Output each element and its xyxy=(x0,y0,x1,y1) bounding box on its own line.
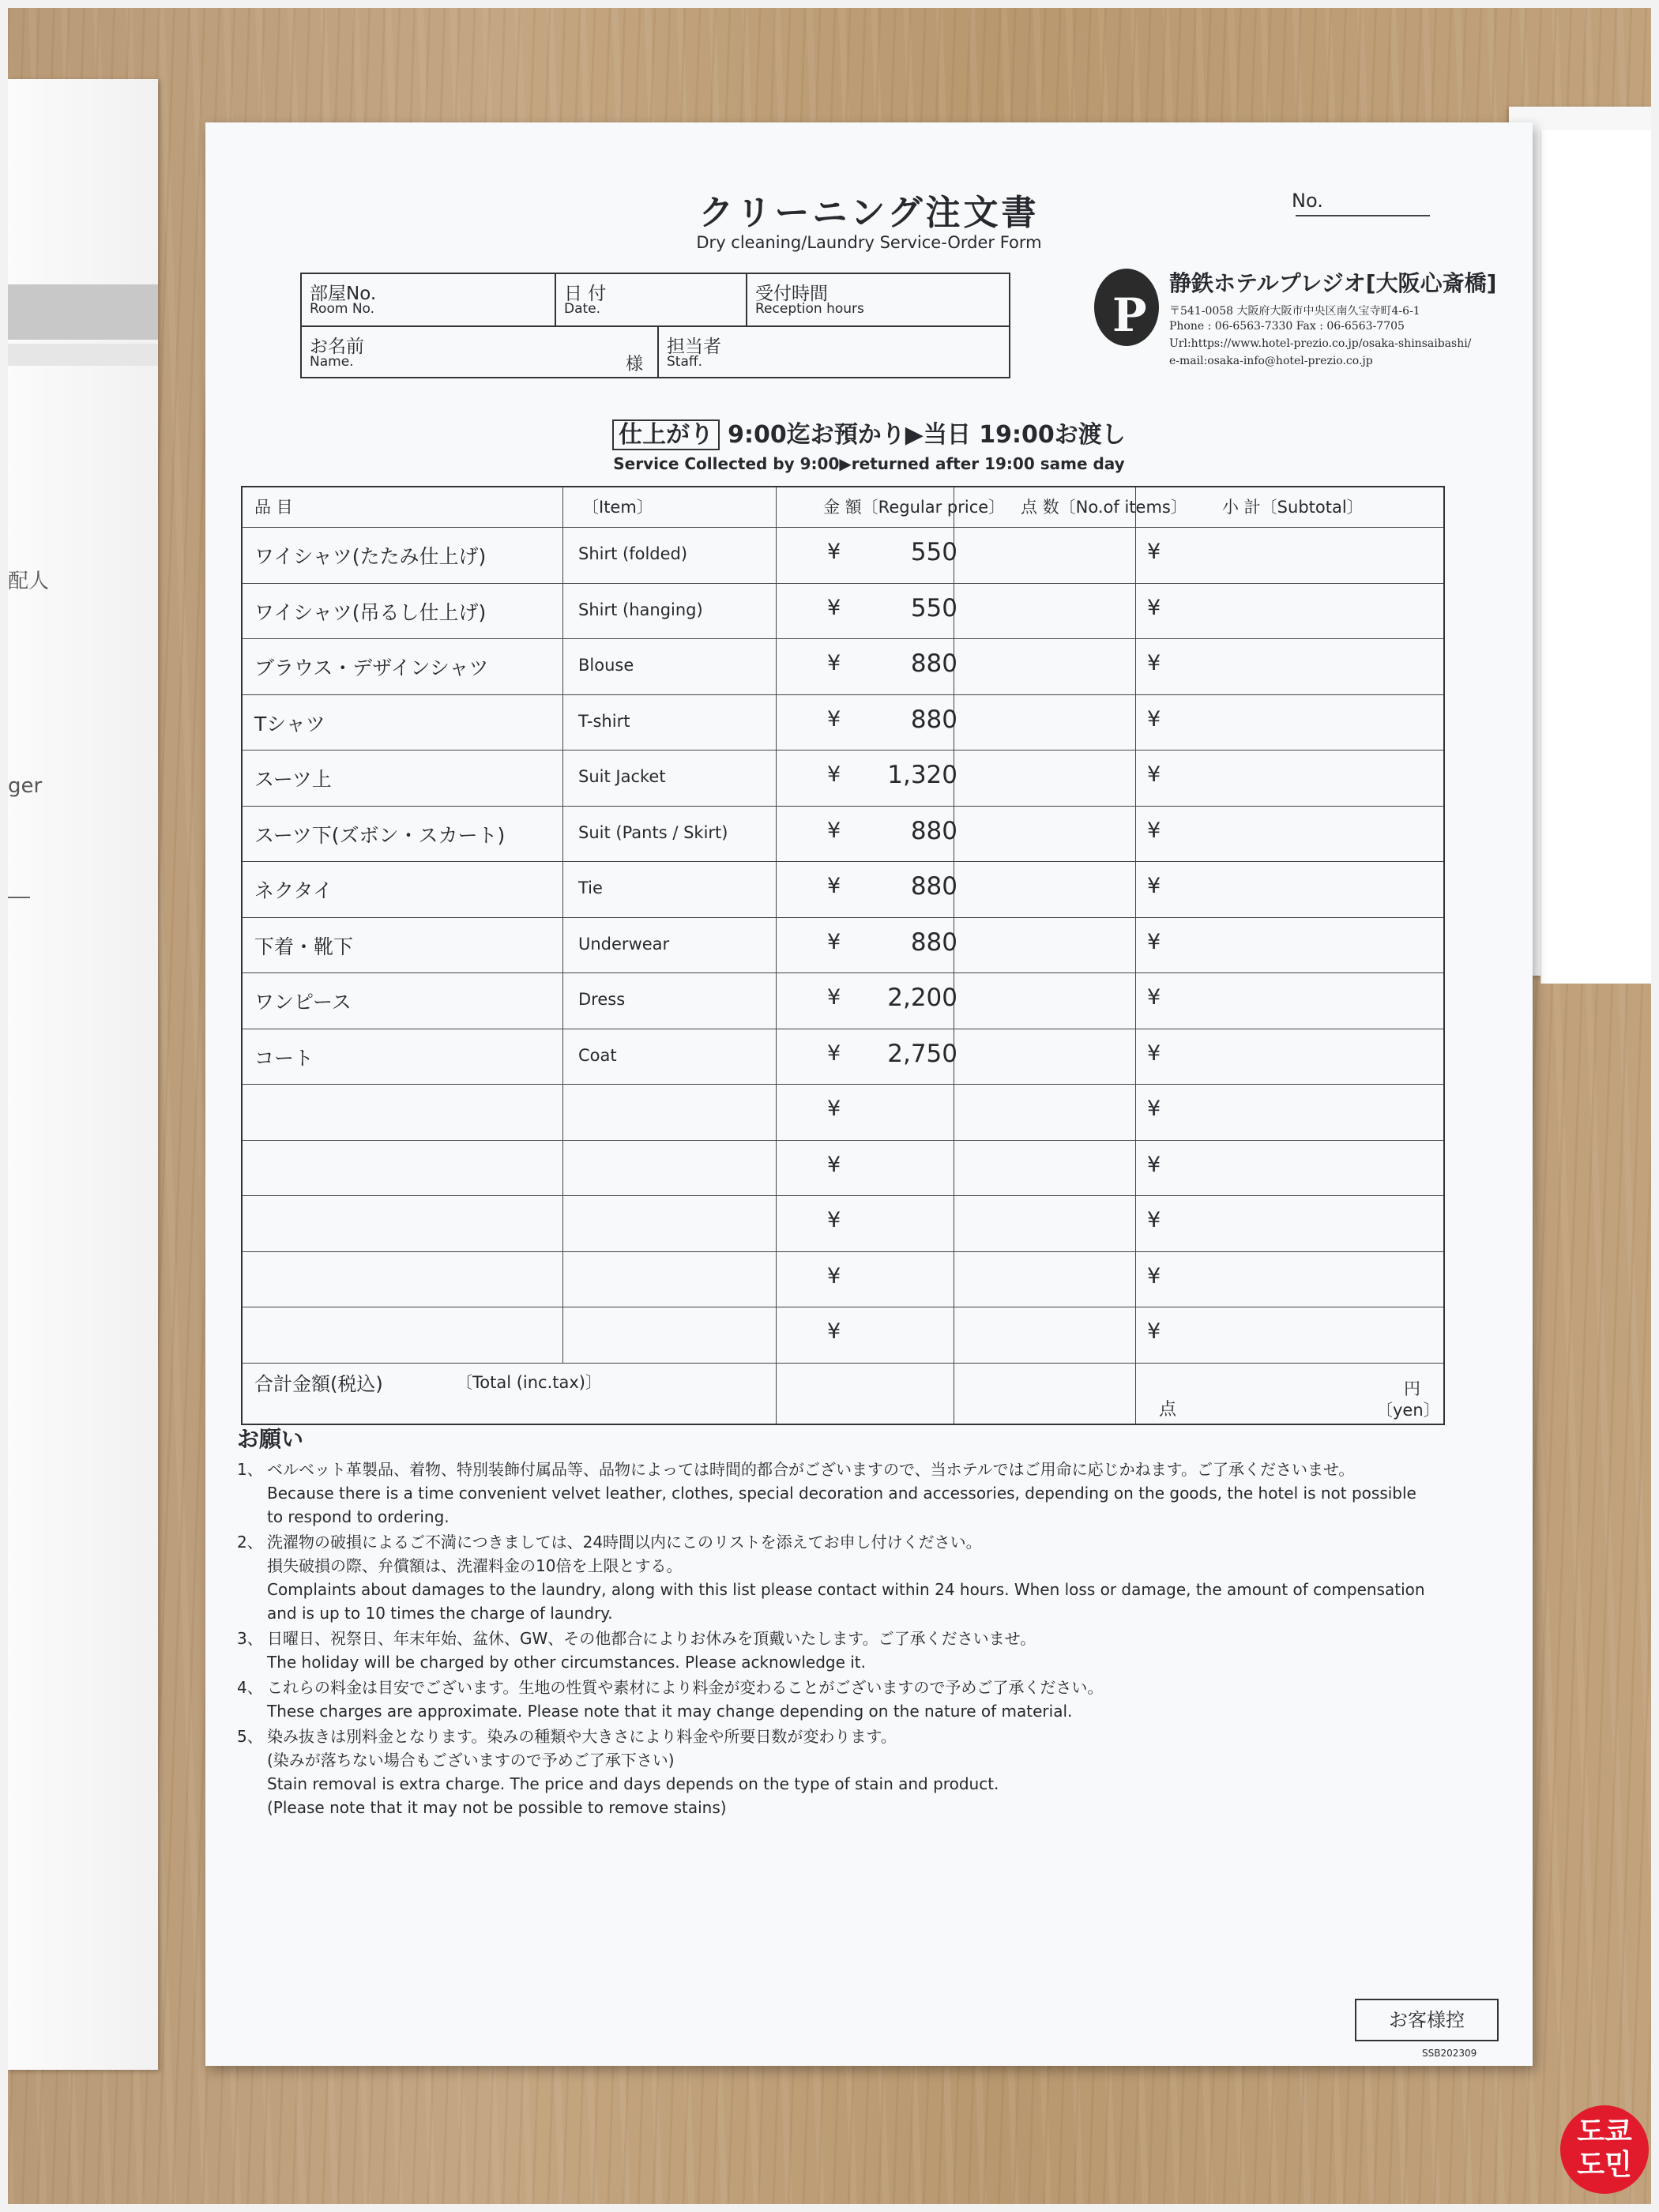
table-row xyxy=(243,1307,1443,1363)
table-row xyxy=(243,638,1443,694)
name-label-en: Name. xyxy=(310,354,354,370)
header-price: 金 額〔Regular price〕 xyxy=(823,498,1006,517)
reception-hours-label-en: Reception hours xyxy=(755,301,864,317)
side-paper-text-1: 配人 xyxy=(8,570,50,593)
form-number-field[interactable] xyxy=(1296,215,1430,216)
header-item-en: 〔Item〕 xyxy=(582,498,653,517)
order-form-sheet xyxy=(205,122,1533,2066)
room-no-label-en: Room No. xyxy=(310,301,375,317)
table-row xyxy=(243,1251,1443,1307)
price-yen-sign: ¥ xyxy=(827,818,841,843)
item-price: 880 xyxy=(910,705,957,734)
qty-cell[interactable] xyxy=(955,527,1134,583)
qty-cell[interactable] xyxy=(955,638,1134,694)
service-times-jp xyxy=(205,415,1533,450)
notes-title: お願い xyxy=(237,1426,304,1452)
subtotal-yen-sign: ¥ xyxy=(1147,1208,1161,1232)
staff-label: 担当者 xyxy=(667,337,721,357)
qty-cell[interactable] xyxy=(955,917,1134,973)
table-row xyxy=(243,1029,1443,1085)
date-label: 日 付 xyxy=(564,284,607,304)
hotel-logo-letter: P xyxy=(1112,288,1147,342)
note-line: Stain removal is extra charge. The price and days depends on the type of stain and product. xyxy=(267,1774,999,1793)
paper-stripe-light xyxy=(8,344,158,366)
qty-cell[interactable] xyxy=(955,861,1134,917)
note-line: 日曜日、祝祭日、年末年始、盆休、GW、その他都合によりお休みを頂戴いたします。ご了承くださいませ。 xyxy=(267,1629,1036,1648)
price-yen-sign: ¥ xyxy=(827,1263,841,1288)
note-line: ベルベット革製品、着物、特別装飾付属品等、品物によっては時間的都合がございますので、当ホテルではご用命に応じかねます。ご了承くださいませ。 xyxy=(267,1460,1355,1479)
subtotal-yen-sign: ¥ xyxy=(1147,818,1161,843)
price-yen-sign: ¥ xyxy=(827,651,841,675)
side-paper-text-2: ger xyxy=(8,774,43,798)
note-line: 損失破損の際、弁償額は、洗濯料金の10倍を上限とする。 xyxy=(267,1556,683,1575)
item-name-en: Tie xyxy=(578,878,603,897)
honorific-sama: 様 xyxy=(626,355,644,374)
item-name-en: Blouse xyxy=(578,656,634,675)
price-yen-sign: ¥ xyxy=(827,874,841,898)
finish-label: 仕上がり xyxy=(612,419,720,450)
table-row xyxy=(243,1140,1443,1196)
subtotal-yen-sign: ¥ xyxy=(1147,874,1161,898)
name-label: お名前 xyxy=(310,337,364,357)
item-name-en: Shirt (hanging) xyxy=(578,600,703,619)
hotel-address: 〒541-0058 大阪府大阪市中央区南久宝寺町4-6-1 xyxy=(1169,305,1420,318)
hotel-email: e-mail:osaka-info@hotel-prezio.co.jp xyxy=(1169,355,1373,367)
item-name-en: Coat xyxy=(578,1045,617,1065)
price-yen-sign: ¥ xyxy=(827,540,841,564)
item-name-jp: ワンピース xyxy=(254,991,352,1014)
table-row xyxy=(243,1084,1443,1140)
price-yen-sign: ¥ xyxy=(827,1097,841,1121)
note-number: 4、 xyxy=(237,1678,263,1697)
note-line: Complaints about damages to the laundry, along with this list please contact within 24 hours. When loss or damage, the amount of compensation xyxy=(267,1580,1425,1599)
photo-frame xyxy=(8,8,1651,2204)
side-paper-right-top xyxy=(1540,130,1651,984)
note-line: 洗濯物の破損によるご不満につきましては、24時間以内にこのリストを添えてお申し付けください。 xyxy=(267,1533,982,1552)
note-line: (Please note that it may not be possible to remove stains) xyxy=(267,1798,727,1817)
room-no-field[interactable] xyxy=(302,274,556,327)
subtotal-yen-sign: ¥ xyxy=(1147,929,1161,954)
table-row xyxy=(243,750,1443,806)
qty-cell[interactable] xyxy=(955,1140,1134,1196)
subtotal-yen-sign: ¥ xyxy=(1147,595,1161,620)
item-name-en: Suit Jacket xyxy=(578,767,666,786)
note-number: 2、 xyxy=(237,1533,263,1552)
item-name-jp: ネクタイ xyxy=(254,879,333,902)
form-code: SSB202309 xyxy=(1422,2048,1477,2059)
hotel-url: Url:https://www.hotel-prezio.co.jp/osaka-shinsaibashi/ xyxy=(1169,337,1472,350)
note-line: These charges are approximate. Please note that it may change depending on the nature of material. xyxy=(267,1702,1073,1721)
item-name-en: Underwear xyxy=(578,934,670,954)
form-title: クリーニング注文書 xyxy=(698,193,1040,233)
table-row xyxy=(243,806,1443,862)
note-number: 5、 xyxy=(237,1727,263,1746)
qty-cell[interactable] xyxy=(955,972,1134,1029)
qty-cell[interactable] xyxy=(955,1251,1134,1307)
badge-line-1: 도쿄 xyxy=(1577,2116,1632,2148)
table-row-divider xyxy=(243,1363,1443,1364)
date-field[interactable] xyxy=(556,274,747,327)
item-name-jp: ブラウス・デザインシャツ xyxy=(254,656,489,679)
qty-cell[interactable] xyxy=(955,1084,1134,1140)
price-yen-sign: ¥ xyxy=(827,762,841,787)
subtotal-yen-sign: ¥ xyxy=(1147,1040,1161,1066)
note-line: to respond to ordering. xyxy=(267,1507,450,1526)
item-price: 2,200 xyxy=(887,984,957,1012)
item-price: 880 xyxy=(910,816,957,845)
price-table xyxy=(241,486,1445,1425)
name-field[interactable] xyxy=(302,327,659,377)
badge-line-2: 도민 xyxy=(1577,2149,1632,2181)
header-subtotal: 小 計〔Subtotal〕 xyxy=(1222,498,1364,517)
item-name-en: Shirt (folded) xyxy=(578,544,688,563)
note-line: (染みが落ちない場合もございますので予めご了承下さい) xyxy=(267,1751,675,1770)
table-row xyxy=(243,583,1443,639)
qty-cell[interactable] xyxy=(955,1307,1134,1363)
note-line: The holiday will be charged by other circumstances. Please acknowledge it. xyxy=(267,1653,866,1672)
item-price: 880 xyxy=(910,927,957,957)
staff-label-en: Staff. xyxy=(667,354,702,370)
side-paper-left xyxy=(8,79,158,2070)
item-price: 2,750 xyxy=(887,1039,957,1068)
subtotal-yen-sign: ¥ xyxy=(1147,1263,1161,1288)
form-number-label: No. xyxy=(1292,190,1323,212)
total-label: 合計金額(税込) xyxy=(254,1373,383,1395)
note-line: Because there is a time convenient velvet leather, clothes, special decoration and accessories, depending on the goods, the hotel is not possible xyxy=(267,1484,1416,1503)
room-no-label: 部屋No. xyxy=(310,284,377,304)
table-row xyxy=(243,861,1443,917)
item-price: 880 xyxy=(910,649,957,678)
price-yen-sign: ¥ xyxy=(827,595,841,620)
item-name-jp: スーツ下(ズボン・スカート) xyxy=(254,823,506,847)
note-line: 染み抜きは別料金となります。染みの種類や大きさにより料金や所要日数が変わります。 xyxy=(267,1727,897,1746)
table-row xyxy=(243,527,1443,583)
item-name-jp: コート xyxy=(254,1046,314,1070)
subtotal-yen-sign: ¥ xyxy=(1147,985,1161,1010)
header-item-jp: 品 目 xyxy=(254,498,293,517)
guest-info-table xyxy=(300,273,1010,378)
price-yen-sign: ¥ xyxy=(827,929,841,954)
note-line: and is up to 10 times the charge of laundry. xyxy=(267,1604,613,1623)
watermark-badge xyxy=(1560,2105,1649,2194)
table-row xyxy=(243,917,1443,973)
table-row xyxy=(243,972,1443,1029)
subtotal-yen-sign: ¥ xyxy=(1147,706,1161,732)
total-count-unit: 点 xyxy=(1159,1400,1177,1420)
price-yen-sign: ¥ xyxy=(827,706,841,732)
qty-cell[interactable] xyxy=(955,806,1134,862)
date-label-en: Date. xyxy=(564,301,601,317)
qty-cell[interactable] xyxy=(955,1029,1134,1085)
subtotal-yen-sign: ¥ xyxy=(1147,1097,1161,1121)
hotel-phone: Phone : 06-6563-7330 Fax : 06-6563-7705 xyxy=(1169,320,1405,333)
table-row xyxy=(243,694,1443,750)
service-times-text: 9:00迄お預かり▶当日 19:00お渡し xyxy=(728,421,1126,449)
price-yen-sign: ¥ xyxy=(827,1319,841,1344)
item-price: 880 xyxy=(910,872,957,901)
item-price: 550 xyxy=(910,538,957,566)
item-name-en: Dress xyxy=(578,990,626,1009)
item-name-jp: ワイシャツ(たたみ仕上げ) xyxy=(254,545,487,568)
paper-stripe xyxy=(8,284,158,340)
staff-field[interactable] xyxy=(659,327,1009,377)
subtotal-yen-sign: ¥ xyxy=(1147,540,1161,564)
table-row xyxy=(243,1195,1443,1251)
price-yen-sign: ¥ xyxy=(827,1208,841,1232)
qty-cell[interactable] xyxy=(955,750,1134,806)
subtotal-yen-sign: ¥ xyxy=(1147,651,1161,675)
total-yen-jp: 円 xyxy=(1404,1379,1420,1398)
qty-cell[interactable] xyxy=(955,583,1134,639)
qty-cell[interactable] xyxy=(955,1195,1134,1251)
item-name-jp: ワイシャツ(吊るし仕上げ) xyxy=(254,600,487,624)
subtotal-yen-sign: ¥ xyxy=(1147,1319,1161,1344)
reception-hours-field[interactable] xyxy=(747,274,1009,327)
note-number: 1、 xyxy=(237,1460,263,1479)
form-subtitle: Dry cleaning/Laundry Service-Order Form xyxy=(696,233,1042,252)
service-times-en: Service Collected by 9:00▶returned after 19:00 same day xyxy=(613,454,1125,473)
reception-hours-label: 受付時間 xyxy=(755,284,828,304)
item-price: 1,320 xyxy=(887,761,957,789)
header-qty: 点 数〔No.of items〕 xyxy=(1021,498,1187,517)
item-price: 550 xyxy=(910,593,957,623)
note-line: これらの料金は目安でございます。生地の性質や素材により料金が変わることがございますので予めご了承ください。 xyxy=(267,1678,1104,1697)
total-yen-en: 〔yen〕 xyxy=(1376,1401,1440,1420)
side-paper-rule xyxy=(8,897,30,898)
total-label-en: 〔Total (inc.tax)〕 xyxy=(456,1373,603,1392)
subtotal-yen-sign: ¥ xyxy=(1147,762,1161,787)
item-name-en: Suit (Pants / Skirt) xyxy=(578,822,728,842)
item-name-en: T-shirt xyxy=(578,711,630,731)
hotel-name: 静鉄ホテルプレジオ[大阪心斎橋] xyxy=(1169,270,1497,296)
price-yen-sign: ¥ xyxy=(827,985,841,1010)
item-name-jp: 下着・靴下 xyxy=(254,935,354,958)
price-yen-sign: ¥ xyxy=(827,1152,841,1177)
customer-copy-label: お客様控 xyxy=(1355,1999,1499,2041)
item-name-jp: スーツ上 xyxy=(254,768,332,791)
subtotal-yen-sign: ¥ xyxy=(1147,1152,1161,1177)
price-yen-sign: ¥ xyxy=(827,1040,841,1066)
qty-cell[interactable] xyxy=(955,694,1134,750)
item-name-jp: Tシャツ xyxy=(254,712,325,735)
note-number: 3、 xyxy=(237,1629,263,1648)
